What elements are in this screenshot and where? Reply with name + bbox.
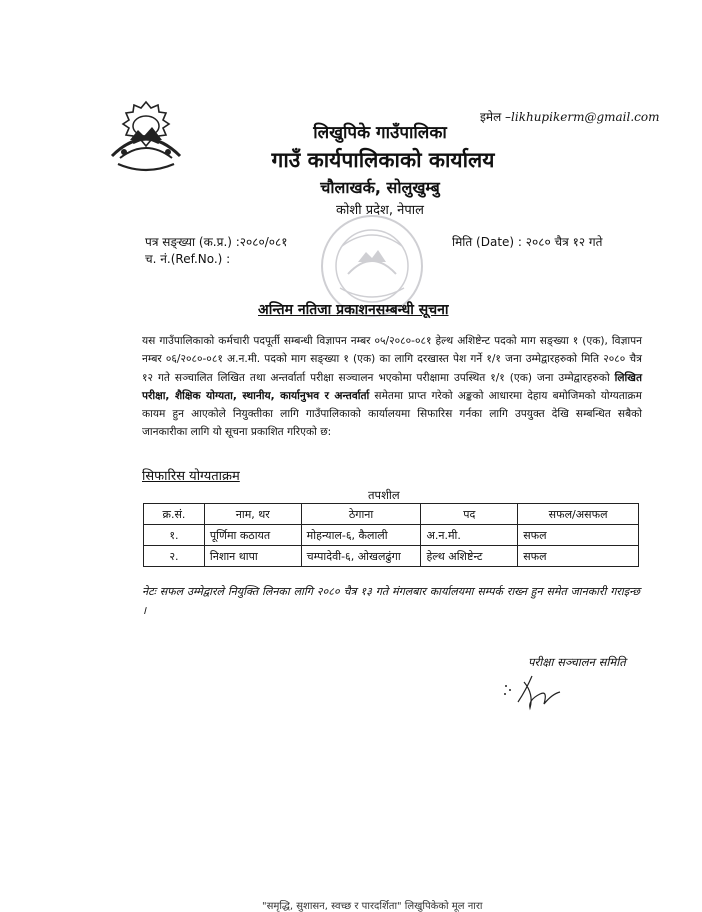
cell-sn: १. <box>144 525 205 546</box>
nepal-emblem-icon <box>100 96 192 176</box>
email-line <box>480 108 659 125</box>
cell-post: हेल्थ अशिष्टेन्ट <box>421 546 518 567</box>
reference-number: च. नं.(Ref.No.) : <box>145 252 231 266</box>
email-label: इमेल – <box>480 110 512 124</box>
cell-post: अ.न.मी. <box>421 525 518 546</box>
col-header-sn: क्र.सं. <box>144 504 205 525</box>
body-text-2: समेतमा प्राप्त गरेको अङ्कको आधारमा देहाय बमोजिमको योग्यताक्रम कायम हुन आएकोले नियुक्तीका लागि गाउँपालिकाको कार्यालयमा सिफारिस गर्नका लागि उपयुक्त देखि सम्बन्धित सबैको जानकारीका लागि यो सूचना प्रकाशित गरिएको छ: <box>142 389 642 439</box>
email-address: likhupikerm@gmail.com <box>511 110 660 124</box>
body-text-1: यस गाउँपालिकाको कर्मचारी पदपूर्ती सम्बन्धी विज्ञापन नम्बर ०५/२०८०-०८१ हेल्थ अशिष्टेन्ट पदको माग सङ्ख्या १ (एक), विज्ञापन नम्बर ०६/२०८०-०८१ अ.न.मी. पदको माग सङ्ख्या १ (एक) का लागि दरखास्त पेश गर्ने १/१ जना उम्मेद्वारहरुको मिति २०८० चैत्र १२ गते सञ्चालित लिखित तथा अन्तर्वार्ता परीक्षा सञ्चालन भएकोमा परीक्षामा उपस्थित १/१ (एक) जना उम्मेद्वारहरुको <box>142 335 642 384</box>
footer-slogan: "समृद्धि, सुशासन, स्वच्छ र पारदर्शिता" लिखुपिकेको मूल नारा <box>262 901 483 912</box>
signature-icon <box>498 670 568 712</box>
col-header-result: सफल/असफल <box>518 504 639 525</box>
results-table <box>143 503 639 567</box>
cell-sn: २. <box>144 546 205 567</box>
col-header-post: पद <box>421 504 518 525</box>
municipality-name: लिखुपिके गाउँपालिका <box>313 123 447 143</box>
cell-result: सफल <box>518 546 639 567</box>
cell-address: मोहन्याल-६, कैलाली <box>301 525 421 546</box>
table-header-row <box>144 504 639 525</box>
letter-number: पत्र सङ्ख्या (क.प्र.) :२०८०/०८१ <box>145 235 288 249</box>
section-title: सिफारिस योग्यताक्रम <box>142 469 240 484</box>
notice-body <box>142 332 642 442</box>
cell-address: चम्पादेवी-६, ओखलढुंगा <box>301 546 421 567</box>
office-address: चौलाखर्क, सोलुखुम्बु <box>320 178 440 197</box>
cell-result: सफल <box>518 525 639 546</box>
province-country: कोशी प्रदेश, नेपाल <box>336 203 424 218</box>
letter-date: मिति (Date) : २०८० चैत्र १२ गते <box>452 235 603 249</box>
committee-name: परीक्षा सञ्चालन समिति <box>528 655 626 669</box>
col-header-address: ठेगाना <box>301 504 421 525</box>
table-caption: तपशील <box>368 488 400 502</box>
table-row <box>144 546 639 567</box>
cell-name: पूर्णिमा कठायत <box>204 525 301 546</box>
body-bold-criteria: लिखित परीक्षा, शैक्षिक योग्यता, स्थानीय, कार्यानुभव र अन्तर्वार्ता <box>142 371 642 402</box>
office-name: गाउँ कार्यपालिकाको कार्यालय <box>271 148 495 172</box>
notice-subject: अन्तिम नतिजा प्रकाशनसम्बन्धी सूचना <box>258 302 449 318</box>
notice-note: नेटः सफल उम्मेद्वारले नियुक्ति लिनका लागि २०८० चैत्र १३ गते मंगलबार कार्यालयमा सम्पर्क राख्न हुन समेत जानकारी गराइन्छ । <box>142 585 640 617</box>
cell-name: निशान थापा <box>204 546 301 567</box>
table-row <box>144 525 639 546</box>
col-header-name: नाम, थर <box>204 504 301 525</box>
